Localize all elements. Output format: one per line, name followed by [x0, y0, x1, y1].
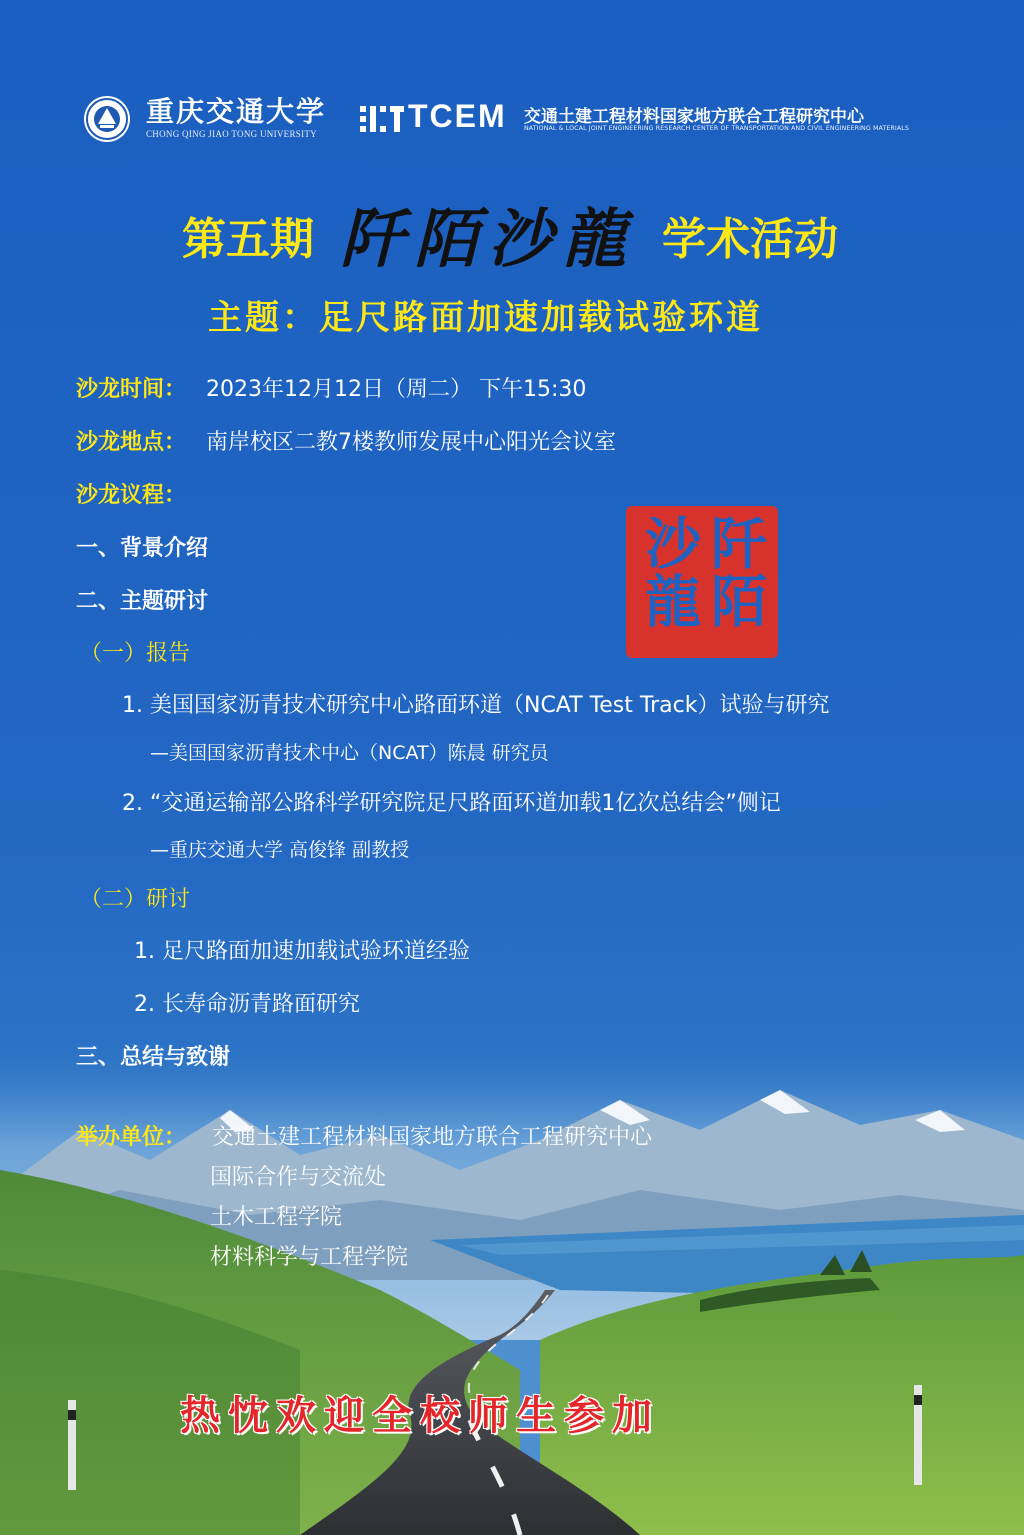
discussion-2: 2. 长寿命沥青路面研究 [134, 992, 360, 1017]
university-emblem-icon [82, 94, 132, 144]
report-1-title: 1. 美国国家沥青技术研究中心路面环道（NCAT Test Track）试验与研究 [122, 693, 830, 718]
theme-title: 主题：足尺路面加速加载试验环道 [208, 298, 763, 338]
place-value: 南岸校区二教7楼教师发展中心阳光会议室 [206, 430, 616, 455]
organizer-item: 国际合作与交流处 [210, 1165, 387, 1190]
tcem-logo-icon [360, 104, 404, 132]
report-2-speaker: —重庆交通大学 高俊锋 副教授 [150, 839, 410, 861]
seal-stamp-icon [626, 506, 778, 658]
welcome-slogan: 热忱欢迎全校师生参加 [180, 1392, 660, 1439]
title-prefix: 第五期 [182, 214, 314, 265]
seal-text: 阡陌沙龍 [636, 514, 768, 630]
report-2-title: 2. “交通运输部公路科学研究院足尺路面环道加载1亿次总结会”侧记 [122, 791, 781, 816]
report-1-speaker: —美国国家沥青技术中心（NCAT）陈晨 研究员 [150, 742, 549, 764]
title-calligraphy: 阡陌沙龍 [340, 202, 636, 277]
discussion-1: 1. 足尺路面加速加载试验环道经验 [134, 939, 470, 964]
place-label: 沙龙地点： [76, 430, 187, 455]
university-name: 重庆交通大学 [146, 95, 327, 128]
university-english-name: CHONG QING JIAO TONG UNIVERSITY [146, 129, 317, 139]
time-label: 沙龙时间： [76, 377, 187, 402]
organizer-item: 土木工程学院 [210, 1205, 343, 1230]
agenda-sub-reports: （一）报告 [80, 641, 191, 666]
title-suffix: 学术活动 [662, 214, 838, 265]
time-value: 2023年12月12日（周二） 下午15:30 [206, 377, 587, 402]
tcem-logo-text: TCEM [408, 98, 507, 134]
organizers-label: 举办单位： [76, 1125, 187, 1150]
agenda-section-1: 一、背景介绍 [76, 536, 209, 561]
agenda-label: 沙龙议程： [76, 483, 187, 508]
organizer-item: 交通土建工程材料国家地方联合工程研究中心 [212, 1125, 653, 1150]
agenda-section-3: 三、总结与致谢 [76, 1045, 231, 1070]
road-landscape-image [0, 1040, 1024, 1535]
agenda-section-2: 二、主题研讨 [76, 589, 209, 614]
center-name-en: NATIONAL & LOCAL JOINT ENGINEERING RESEARCH CENTER OF TRANSPORTATION AND CIVIL ENGINEERING MATERIALS [524, 125, 909, 132]
organizer-item: 材料科学与工程学院 [210, 1245, 409, 1270]
agenda-sub-discussion: （二）研讨 [80, 887, 191, 912]
center-name-cn: 交通土建工程材料国家地方联合工程研究中心 [524, 107, 864, 127]
